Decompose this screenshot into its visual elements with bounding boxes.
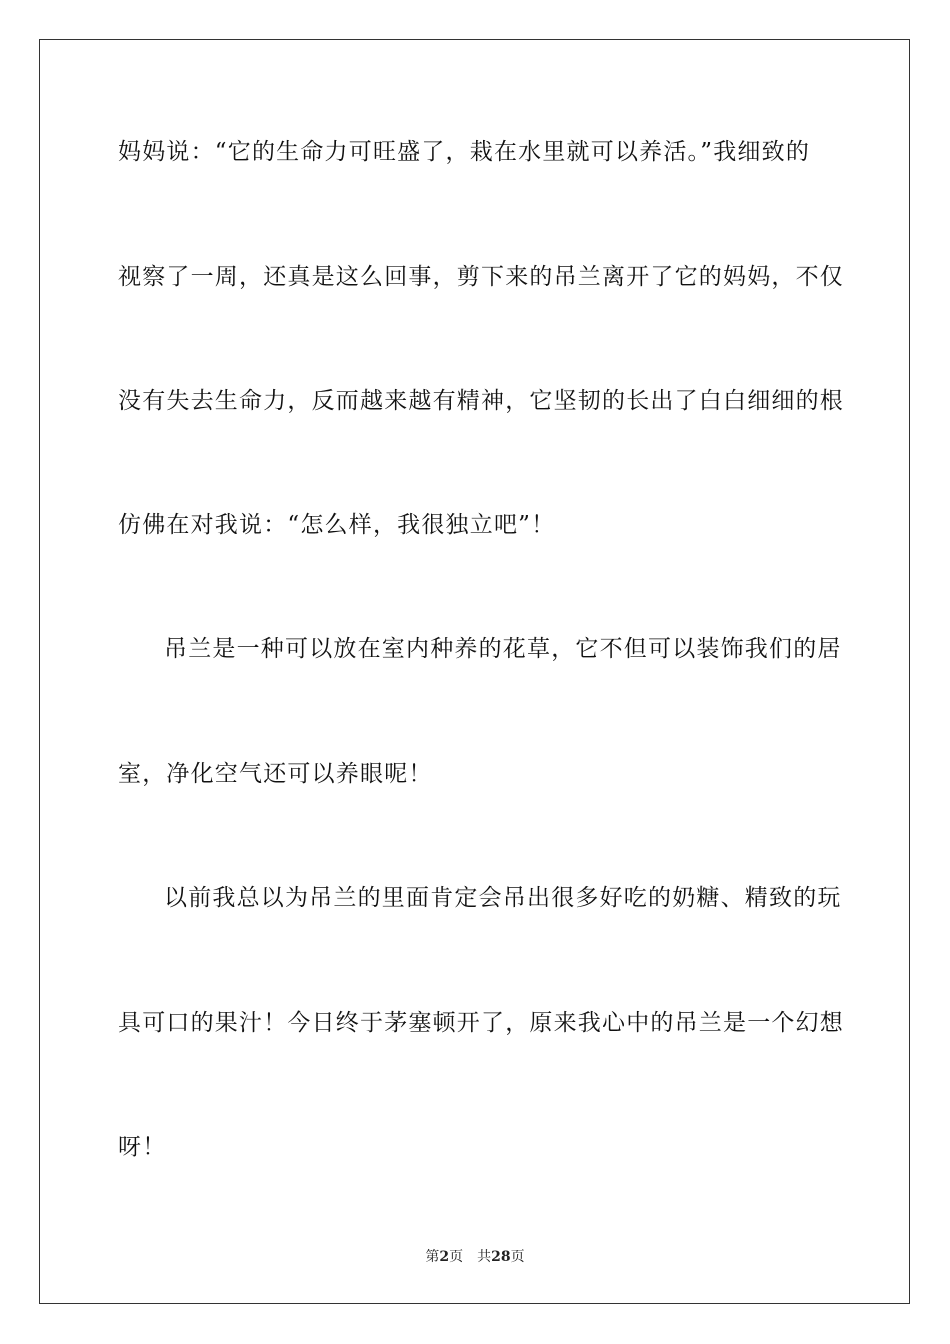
body-text-line: 呀！ <box>118 1134 167 1160</box>
total-suffix: 页 <box>510 1249 525 1265</box>
body-text-line: 妈妈说：“它的生命力可旺盛了，栽在水里就可以养活。”我细致的 <box>118 139 811 165</box>
body-text-line: 没有失去生命力，反而越来越有精神，它坚韧的长出了白白细细的根 <box>118 388 844 414</box>
page-suffix: 页 <box>449 1249 464 1265</box>
body-text-line: 室，净化空气还可以养眼呢！ <box>118 761 433 787</box>
total-pages: 28 <box>491 1249 511 1265</box>
page-number: 2 <box>439 1249 450 1265</box>
page-footer <box>0 1248 950 1266</box>
page-border <box>39 39 910 1304</box>
page-prefix: 第 <box>425 1249 440 1265</box>
body-text-line: 具可口的果汁！今日终于茅塞顿开了，原来我心中的吊兰是一个幻想 <box>118 1010 844 1036</box>
paragraph-start-line: 吊兰是一种可以放在室内种养的花草，它不但可以装饰我们的居 <box>164 636 842 662</box>
body-text-line: 视察了一周，还真是这么回事，剪下来的吊兰离开了它的妈妈，不仅 <box>118 264 844 290</box>
paragraph-start-line: 以前我总以为吊兰的里面肯定会吊出很多好吃的奶糖、精致的玩 <box>164 885 842 911</box>
total-prefix: 共 <box>477 1249 492 1265</box>
body-text-line: 仿佛在对我说：“怎么样，我很独立吧”！ <box>118 512 556 538</box>
